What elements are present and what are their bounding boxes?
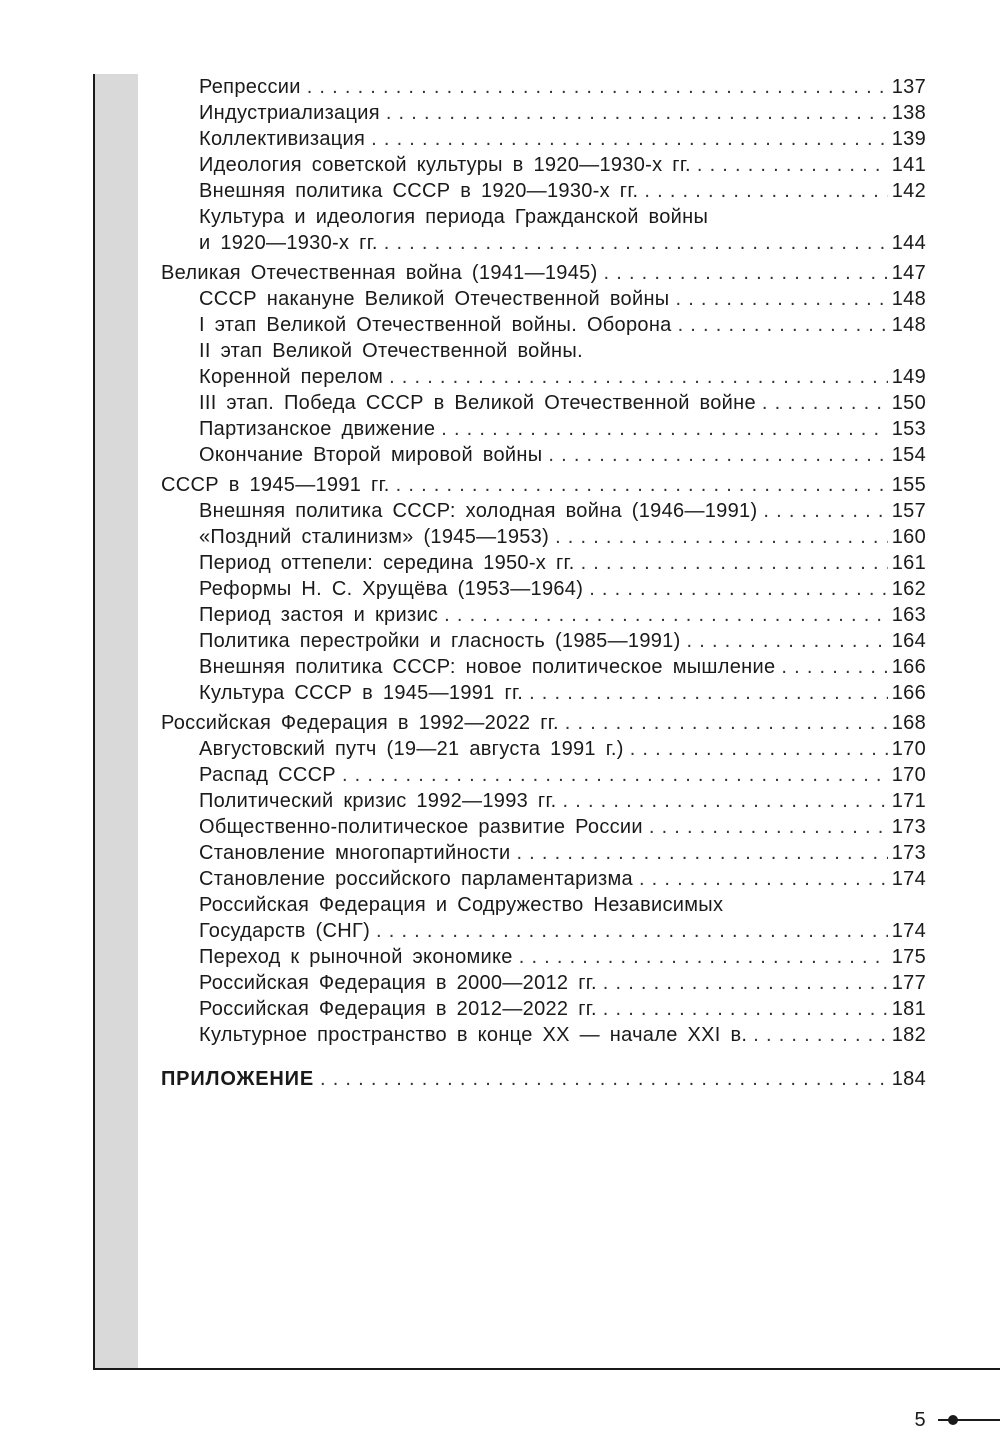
dot-leader <box>678 312 888 338</box>
toc-entry-page: 137 <box>891 76 926 98</box>
toc-entry[interactable] <box>161 286 926 312</box>
toc-entry-page: 166 <box>891 656 926 678</box>
toc-entry-page: 162 <box>891 578 926 600</box>
table-of-contents <box>161 74 926 1092</box>
toc-entry-page: 144 <box>891 232 926 254</box>
toc-entry-page: 149 <box>891 366 926 388</box>
toc-entry-title: Государств (СНГ) <box>199 920 371 942</box>
toc-entry-page: 184 <box>891 1068 926 1090</box>
toc-entry <box>161 338 926 364</box>
toc-entry-page: 173 <box>891 816 926 838</box>
toc-entry[interactable] <box>161 100 926 126</box>
dot-leader <box>644 178 888 204</box>
toc-entry[interactable] <box>161 866 926 892</box>
dot-leader <box>384 230 888 256</box>
toc-section-heading[interactable] <box>161 710 926 736</box>
toc-entry[interactable] <box>161 416 926 442</box>
toc-entry-title: Индустриализация <box>199 102 380 124</box>
toc-entry-title: Репрессии <box>199 76 301 98</box>
toc-entry-title: ПРИЛОЖЕНИЕ <box>161 1068 314 1090</box>
toc-entry-title: Внешняя политика СССР: новое политическое мышление <box>199 656 776 678</box>
dot-leader <box>516 840 888 866</box>
margin-rule <box>93 74 95 1369</box>
toc-entry[interactable] <box>161 918 926 944</box>
toc-groups <box>161 74 926 1048</box>
margin-shade-bar <box>94 74 138 1369</box>
dot-leader <box>342 762 888 788</box>
toc-entry[interactable] <box>161 230 926 256</box>
dot-leader <box>603 996 888 1022</box>
toc-entry-title: Культура и идеология периода Гражданской войны <box>199 206 709 228</box>
toc-entry-page: 138 <box>891 102 926 124</box>
toc-entry[interactable] <box>161 74 926 100</box>
toc-entry[interactable] <box>161 996 926 1022</box>
dot-leader <box>441 416 888 442</box>
toc-entry-page: 157 <box>891 500 926 522</box>
dot-leader <box>519 944 888 970</box>
toc-entry[interactable] <box>161 178 926 204</box>
toc-entry-page: 182 <box>891 1024 926 1046</box>
toc-entry-title: Идеология советской культуры в 1920—1930-х гг. <box>199 154 691 176</box>
toc-entry-page: 141 <box>891 154 926 176</box>
dot-leader <box>371 126 888 152</box>
toc-entry-title: Коренной перелом <box>199 366 384 388</box>
toc-entry[interactable] <box>161 788 926 814</box>
toc-entry[interactable] <box>161 390 926 416</box>
toc-entry-title: Культурное пространство в конце XX — начале XXI в. <box>199 1024 748 1046</box>
toc-entry-page: 177 <box>891 972 926 994</box>
toc-entry-page: 173 <box>891 842 926 864</box>
toc-entry[interactable] <box>161 126 926 152</box>
toc-entry-page: 148 <box>891 314 926 336</box>
toc-entry-page: 171 <box>891 790 926 812</box>
toc-entry[interactable] <box>161 970 926 996</box>
toc-entry-title: Период оттепели: середина 1950-х гг. <box>199 552 575 574</box>
toc-entry-page: 181 <box>891 998 926 1020</box>
toc-entry-page: 160 <box>891 526 926 548</box>
toc-entry-title: Распад СССР <box>199 764 336 786</box>
toc-entry-title: Период застоя и кризис <box>199 604 439 626</box>
toc-entry[interactable] <box>161 524 926 550</box>
toc-entry-title: Становление многопартийности <box>199 842 511 864</box>
toc-entry-title: Августовский путч (19—21 августа 1991 г.) <box>199 738 624 760</box>
toc-entry-title: Политика перестройки и гласность (1985—1991) <box>199 630 681 652</box>
toc-entry[interactable] <box>161 576 926 602</box>
toc-entry-title: Политический кризис 1992—1993 гг. <box>199 790 557 812</box>
toc-entry-title: II этап Великой Отечественной войны. <box>199 340 583 362</box>
toc-entry-page: 148 <box>891 288 926 310</box>
toc-entry-title: Внешняя политика СССР в 1920—1930-х гг. <box>199 180 639 202</box>
toc-entry-title: Внешняя политика СССР: холодная война (1946—1991) <box>199 500 758 522</box>
toc-entry <box>161 204 926 230</box>
toc-entry-title: Великая Отечественная война (1941—1945) <box>161 262 598 284</box>
toc-entry-page: 174 <box>891 868 926 890</box>
dot-leader <box>444 602 888 628</box>
toc-entry[interactable] <box>161 312 926 338</box>
toc-entry-title: СССР в 1945—1991 гг. <box>161 474 390 496</box>
dot-leader <box>529 680 888 706</box>
dot-leader <box>687 628 888 654</box>
toc-entry-title: Российская Федерация и Содружество Независимых <box>199 894 724 916</box>
toc-entry-page: 150 <box>891 392 926 414</box>
dot-leader <box>630 736 888 762</box>
page-number: 5 <box>914 1409 926 1431</box>
dot-leader <box>763 498 888 524</box>
toc-section-heading[interactable] <box>161 472 926 498</box>
toc-entry-appendix[interactable] <box>161 1066 926 1092</box>
footer-rule <box>93 1368 1000 1370</box>
dot-leader <box>639 866 888 892</box>
toc-entry-page: 142 <box>891 180 926 202</box>
toc-entry[interactable] <box>161 762 926 788</box>
toc-entry[interactable] <box>161 550 926 576</box>
toc-entry[interactable] <box>161 364 926 390</box>
toc-entry[interactable] <box>161 442 926 468</box>
toc-entry[interactable] <box>161 736 926 762</box>
toc-entry-title: Российская Федерация в 2000—2012 гг. <box>199 972 597 994</box>
toc-entry[interactable] <box>161 1022 926 1048</box>
toc-entry[interactable] <box>161 840 926 866</box>
toc-entry-page: 170 <box>891 764 926 786</box>
toc-section <box>161 74 926 256</box>
toc-entry-title: СССР накануне Великой Отечественной войны <box>199 288 670 310</box>
toc-entry-title: Коллективизация <box>199 128 366 150</box>
toc-entry-title: Реформы Н. С. Хрущёва (1953—1964) <box>199 578 584 600</box>
toc-entry-page: 155 <box>891 474 926 496</box>
toc-entry-title: Окончание Второй мировой войны <box>199 444 543 466</box>
toc-entry <box>161 892 926 918</box>
toc-entry-title: Становление российского парламентаризма <box>199 868 633 890</box>
toc-entry-page: 174 <box>891 920 926 942</box>
toc-entry[interactable] <box>161 814 926 840</box>
page-marker-icon <box>938 1415 1000 1425</box>
toc-entry[interactable] <box>161 628 926 654</box>
toc-entry-page: 154 <box>891 444 926 466</box>
toc-entry[interactable] <box>161 602 926 628</box>
toc-section <box>161 472 926 706</box>
toc-entry-title: Переход к рыночной экономике <box>199 946 513 968</box>
toc-entry[interactable] <box>161 498 926 524</box>
dot-leader <box>555 524 888 550</box>
toc-entry-page: 147 <box>891 262 926 284</box>
toc-entry-page: 163 <box>891 604 926 626</box>
dot-leader <box>548 442 888 468</box>
toc-entry[interactable] <box>161 654 926 680</box>
toc-entry-title: Партизанское движение <box>199 418 436 440</box>
dot-leader <box>581 550 888 576</box>
dot-leader <box>320 1066 888 1092</box>
dot-leader <box>307 74 888 100</box>
dot-leader <box>386 100 888 126</box>
dot-leader <box>604 260 888 286</box>
toc-entry-page: 166 <box>891 682 926 704</box>
dot-leader <box>389 364 888 390</box>
toc-entry-page: 153 <box>891 418 926 440</box>
dot-leader <box>675 286 888 312</box>
dot-leader <box>753 1022 888 1048</box>
dot-leader <box>376 918 888 944</box>
toc-section <box>161 260 926 468</box>
toc-entry-title: и 1920—1930-х гг. <box>199 232 378 254</box>
dot-leader <box>649 814 888 840</box>
toc-entry-title: Общественно-политическое развитие России <box>199 816 643 838</box>
toc-entry-page: 164 <box>891 630 926 652</box>
toc-entry-page: 170 <box>891 738 926 760</box>
toc-entry-page: 168 <box>891 712 926 734</box>
toc-entry-page: 175 <box>891 946 926 968</box>
toc-entry[interactable] <box>161 680 926 706</box>
toc-entry-title: «Поздний сталинизм» (1945—1953) <box>199 526 550 548</box>
toc-entry-page: 161 <box>891 552 926 574</box>
toc-entry-title: I этап Великой Отечественной войны. Оборона <box>199 314 672 336</box>
dot-leader <box>603 970 888 996</box>
toc-section <box>161 710 926 1048</box>
dot-leader <box>781 654 888 680</box>
toc-entry-title: III этап. Победа СССР в Великой Отечественной войне <box>199 392 756 414</box>
toc-entry-page: 139 <box>891 128 926 150</box>
toc-entry-title: Культура СССР в 1945—1991 гг. <box>199 682 524 704</box>
dot-leader <box>589 576 888 602</box>
dot-leader <box>762 390 888 416</box>
dot-leader <box>396 472 888 498</box>
toc-section-heading[interactable] <box>161 260 926 286</box>
page-marker-dot-icon <box>948 1415 958 1425</box>
dot-leader <box>697 152 888 178</box>
toc-entry-title: Российская Федерация в 1992—2022 гг. <box>161 712 559 734</box>
toc-entry-title: Российская Федерация в 2012—2022 гг. <box>199 998 597 1020</box>
toc-entry[interactable] <box>161 152 926 178</box>
dot-leader <box>565 710 888 736</box>
dot-leader <box>563 788 888 814</box>
toc-entry[interactable] <box>161 944 926 970</box>
